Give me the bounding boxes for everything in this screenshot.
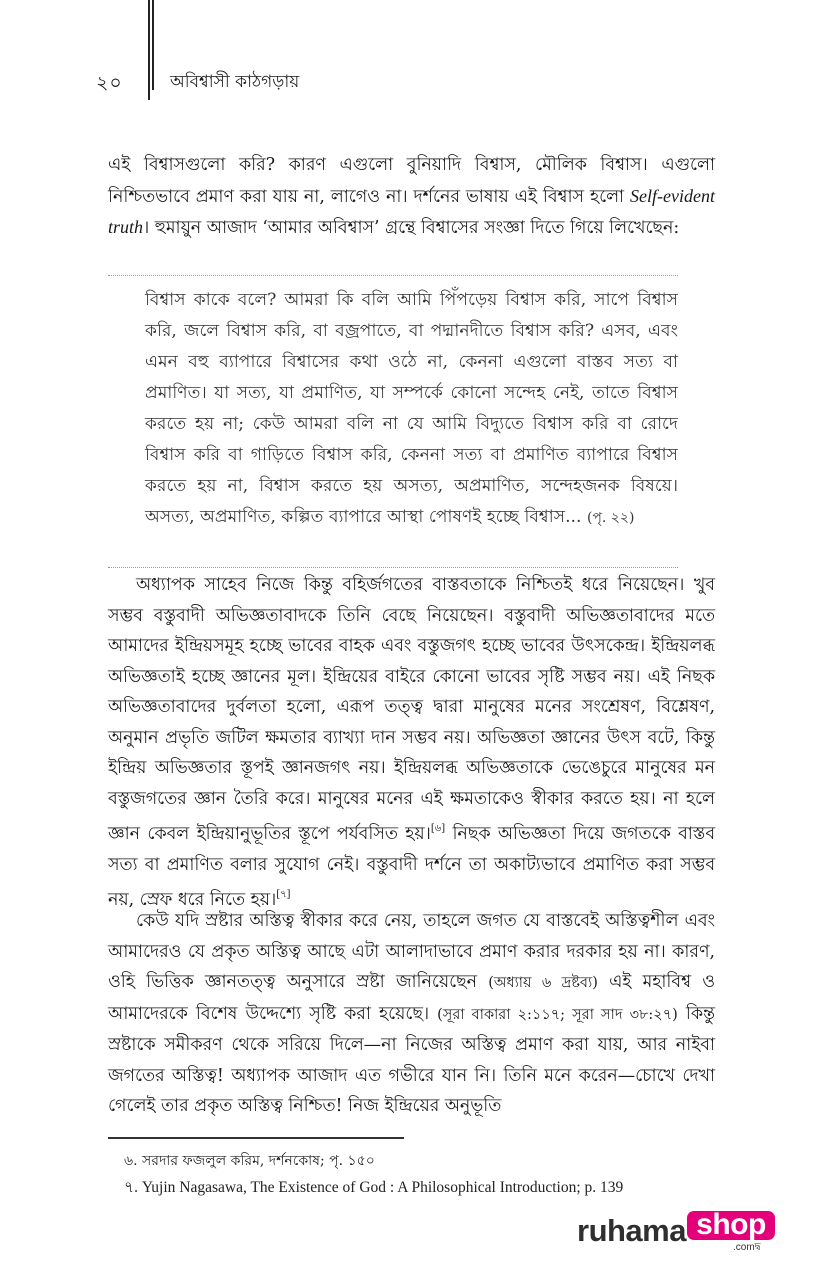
paragraph-2-text-b: নিছক অভিজ্ঞতা দিয়ে জগতকে বাস্তব সত্য বা প্রমাণিত বলার সুযোগ নেই। বস্তুবাদী দর্শনে তা অকাট্যভাবে প্রমাণিত করা সম্ভব নয়, স্রেফ ধরে নিতে হয়। [108, 824, 715, 910]
footnote-ref-7[interactable]: [৭] [276, 889, 291, 900]
block-quote [145, 285, 678, 534]
footnote-6: ৬. সরদার ফজলুল করিম, দর্শনকোষ; পৃ. ১৫০ [124, 1153, 375, 1169]
paragraph-1-english-term: Self-evident truth [108, 185, 715, 237]
page-number: ২০ [96, 72, 123, 94]
paragraph-3-text-a: কেউ যদি স্রষ্টার অস্তিত্ব স্বীকার করে নেয়, তাহলে জগত যে বাস্তবেই অস্তিত্বশীল এবং আমাদেরও যে প্রকৃত অস্তিত্ব আছে এটা আলাদাভাবে প্রমাণ করার দরকার হয় না। কারণ, ওহি ভিত্তিক জ্ঞানতত্ত্ব অনুসারে স্রষ্টা জানিয়েছেন [108, 911, 715, 992]
block-quote-text: বিশ্বাস কাকে বলে? আমরা কি বলি আমি পিঁপড়েয় বিশ্বাস করি, সাপে বিশ্বাস করি, জলে বিশ্বাস করি, বা বজ্রপাতে, বা পদ্মানদীতে বিশ্বাস করি? এসব, এবং এমন বহু ব্যাপারে বিশ্বাসের কথা ওঠে না, কেননা এগুলো বাস্তব সত্য বা প্রমাণিত। যা সত্য, যা প্রমাণিত, যা সম্পর্কে কোনো সন্দেহ নেই, তাতে বিশ্বাস করতে হয় না; কেউ আমরা বলি না যে আমি বিদ্যুতে বিশ্বাস করি বা রোদে বিশ্বাস করি বা গাড়িতে বিশ্বাস করি, কেননা সত্য বা প্রমাণিত ব্যাপারে বিশ্বাস করতে হয় না, বিশ্বাস করতে হয় অসত্য, অপ্রমাণিত, সন্দেহজনক বিষয়ে। অসত্য, অপ্রমাণিত, কল্পিত ব্যাপারে আস্থা পোষণই হচ্ছে বিশ্বাস... [145, 290, 678, 527]
block-quote-citation: (পৃ. ২২) [586, 510, 635, 526]
paragraph-1-text-a: এই বিশ্বাসগুলো করি? কারণ এগুলো বুনিয়াদি বিশ্বাস, মৌলিক বিশ্বাস। এগুলো নিশ্চিতভাবে প্রমাণ করা যায় না, লাগেও না। দর্শনের ভাষায় এই বিশ্বাস হলো [108, 155, 715, 207]
paragraph-3-text-b: এই মহাবিশ্ব ও আমাদেরকে বিশেষ উদ্দেশ্যে সৃষ্টি করা হয়েছে। [108, 972, 716, 1024]
logo-shop-text: shop [696, 1208, 766, 1241]
paragraph-3-reference-2: (সূরা বাকারা ২:১১৭; সূরা সাদ ৩৮:২৭) [437, 1006, 678, 1023]
paragraph-2-text-a: অধ্যাপক সাহেব নিজে কিন্তু বহির্জগতের বাস্তবতাকে নিশ্চিতই ধরে নিয়েছেন। খুব সম্ভব বস্তুবাদী অভিজ্ঞতাবাদকে তিনি বেছে নিয়েছেন। বস্তুবাদী অভিজ্ঞতাবাদের মতে আমাদের ইন্দ্রিয়সমূহ হচ্ছে ভাবের বাহক এবং বস্তুজগৎ হচ্ছে ভাবের উৎসকেন্দ্র। ইন্দ্রিয়লব্ধ অভিজ্ঞতাই হচ্ছে জ্ঞানের মূল। ইন্দ্রিয়ের বাইরে কোনো ভাবের সৃষ্টি সম্ভব নয়। এই নিছক অভিজ্ঞতাবাদের দুর্বলতা হলো, এরূপ তত্ত্ব দ্বারা মানুষের মনের সংশ্রেষণ, বিশ্লেষণ, অনুমান প্রভৃতি জটিল ক্ষমতার ব্যাখ্যা দান সম্ভব নয়। অভিজ্ঞতা জ্ঞানের উৎস বটে, কিন্তু ইন্দ্রিয় অভিজ্ঞতার স্তূপই জ্ঞানজগৎ নয়। ইন্দ্রিয়লব্ধ অভিজ্ঞতাকে ভেঙেচুরে মানুষের মন বস্তুজগতের জ্ঞান তৈরি করে। মানুষের মনের এই ক্ষমতাকেও স্বীকার করতে হয়। না হলে জ্ঞান কেবল ইন্দ্রিয়ানুভূতির স্তূপে পর্যবসিত হয়। [108, 575, 715, 844]
paragraph-1 [108, 150, 715, 244]
logo-domain-suffix: .comদ্ব [733, 1242, 761, 1253]
paragraph-3 [108, 906, 715, 1122]
footnote-ref-6[interactable]: [৬] [430, 823, 446, 834]
paragraph-1-text-b: । হুমায়ুন আজাদ ‘আমার অবিশ্বাস’ গ্রন্থে বিশ্বাসের সংজ্ঞা দিতে গিয়ে লিখেছেন: [143, 218, 680, 238]
footnote-7: ৭. Yujin Nagasawa, The Existence of God : A Philosophical Introduction; p. 139 [124, 1179, 624, 1196]
logo-shop-badge [687, 1208, 775, 1241]
logo-brand-text: ruhama [577, 1213, 686, 1248]
ruhamashop-logo[interactable] [577, 1210, 787, 1252]
paragraph-3-reference-1: (অধ্যায় ৬ দ্রষ্টব্য) [488, 975, 598, 991]
header-vertical-rule [148, 0, 154, 100]
paragraph-3-text-c: কিন্তু স্রষ্টাকে সমীকরণ থেকে সরিয়ে দিলে—না নিজের অস্তিত্ব প্রমাণ করা যায়, আর নাইবা জগতের অস্তিত্ব! অধ্যাপক আজাদ এত গভীরে যান নি। তিনি মনে করেন—চোখে দেখা গেলেই তার প্রকৃত অস্তিত্ব নিশ্চিত! নিজ ইন্দ্রিয়ের অনুভূতি [108, 1003, 716, 1116]
paragraph-2 [108, 570, 715, 916]
running-title: অবিশ্বাসী কাঠগড়ায় [170, 72, 300, 92]
footnote-divider [108, 1137, 404, 1139]
